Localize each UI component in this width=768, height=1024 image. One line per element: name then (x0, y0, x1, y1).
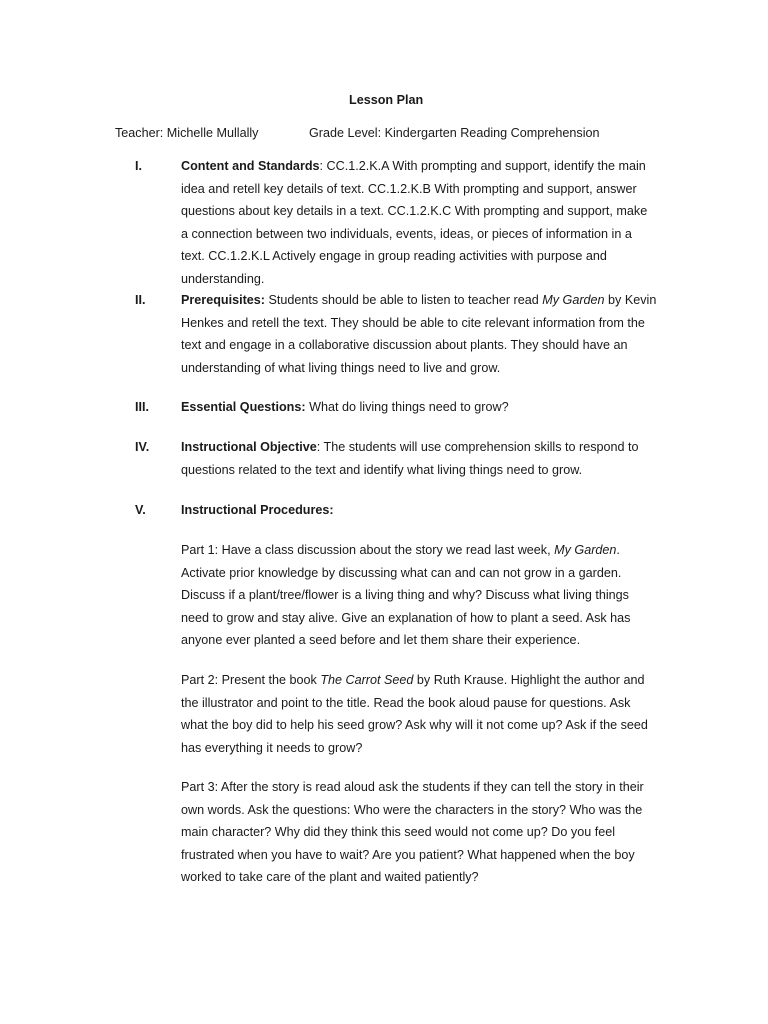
section-numeral: IV. (135, 440, 150, 454)
text-line (181, 399, 509, 415)
bold-heading: Instructional Procedures: (181, 503, 334, 517)
text-segment: Part 2: Present the book (181, 673, 321, 687)
text-segment: . (616, 543, 620, 557)
text-line (181, 158, 646, 174)
text-segment: worked to take care of the plant and waited patiently? (181, 870, 479, 884)
text-segment: Students should be able to listen to teacher read (265, 293, 543, 307)
text-segment: main character? Why did they think this seed would not come up? Do you feel (181, 825, 616, 839)
teacher-name: Teacher: Michelle Mullally (115, 126, 259, 140)
text-line (181, 292, 656, 308)
text-line (181, 740, 362, 756)
page-title: Lesson Plan (349, 93, 424, 107)
text-line (181, 337, 627, 353)
text-line (181, 181, 637, 197)
text-segment: need to grow and stay alive. Give an explanation of how to plant a seed. Ask has (181, 610, 631, 625)
text-line (181, 695, 630, 711)
text-segment: by Kevin (604, 293, 657, 307)
text-segment: understanding of what living things need to live and grow. (181, 360, 501, 375)
text-segment: understanding. (181, 271, 265, 286)
text-segment: what the boy did to help his seed grow? Ask why will it not come up? Ask if the seed (181, 718, 648, 732)
book-title: My Garden (554, 543, 617, 557)
text-line (181, 203, 647, 219)
text-line (181, 271, 264, 287)
text-line (181, 226, 632, 242)
text-line (181, 632, 580, 648)
bold-heading: Content and Standards (181, 159, 320, 173)
text-line (181, 847, 635, 863)
text-segment: : The students will use comprehension skills to respond to (316, 440, 639, 454)
text-segment: What do living things need to grow? (305, 400, 509, 414)
text-segment: has everything it needs to grow? (181, 740, 363, 755)
text-segment: by Ruth Krause. Highlight the author and (413, 673, 645, 687)
text-segment: Discuss if a plant/tree/flower is a living thing and why? Discuss what living things (181, 588, 629, 602)
text-segment: anyone ever planted a seed before and let them share their experience. (181, 633, 581, 647)
text-segment: Part 3: After the story is read aloud ask the students if they can tell the story in their (181, 780, 644, 794)
section-numeral: III. (135, 400, 149, 414)
text-segment: Henkes and retell the text. They should be able to cite relevant information from the (181, 315, 645, 330)
text-line (181, 717, 648, 733)
text-line (181, 869, 479, 885)
text-segment: Part 1: Have a class discussion about the story we read last week, (181, 543, 555, 557)
text-line (181, 542, 620, 558)
text-line (181, 824, 615, 840)
text-line (181, 779, 644, 795)
text-segment: Activate prior knowledge by discussing what can and can not grow in a garden. (181, 565, 622, 580)
text-line (181, 439, 639, 455)
book-title: My Garden (542, 293, 605, 307)
text-line (181, 360, 500, 376)
text-segment: : CC.1.2.K.A With prompting and support, identify the main (319, 159, 646, 173)
text-line (181, 502, 334, 518)
text-line (181, 315, 645, 331)
text-segment: questions related to the text and identify what living things need to grow. (181, 462, 583, 477)
text-segment: text and engage in a collaborative discussion about plants. They should have an (181, 338, 628, 352)
bold-heading: Instructional Objective (181, 440, 317, 454)
text-segment: frustrated when you have to wait? Are you patient? What happened when the boy (181, 847, 635, 862)
section-numeral: II. (135, 293, 146, 307)
section-numeral: V. (135, 503, 146, 517)
text-segment: text. CC.1.2.K.L Actively engage in group reading activities with purpose and (181, 249, 607, 263)
book-title: The Carrot Seed (320, 673, 414, 687)
text-segment: questions about key details in a text. CC.1.2.K.C With prompting and support, make (181, 204, 648, 218)
text-line (181, 802, 642, 818)
text-line (181, 248, 607, 264)
text-segment: the illustrator and point to the title. Read the book aloud pause for questions. Ask (181, 695, 631, 710)
text-line (181, 565, 621, 581)
text-segment: own words. Ask the questions: Who were the characters in the story? Who was the (181, 802, 643, 817)
bold-heading: Essential Questions: (181, 400, 306, 414)
text-line (181, 610, 630, 626)
grade-level: Grade Level: Kindergarten Reading Comprehension (309, 126, 600, 140)
text-line (181, 587, 629, 603)
bold-heading: Prerequisites: (181, 293, 265, 307)
text-line (181, 462, 582, 478)
section-numeral: I. (135, 159, 142, 173)
text-segment: idea and retell key details of text. CC.1.2.K.B With prompting and support, answer (181, 181, 637, 196)
text-segment: a connection between two individuals, events, ideas, or pieces of information in a (181, 226, 632, 241)
text-line (181, 672, 644, 688)
